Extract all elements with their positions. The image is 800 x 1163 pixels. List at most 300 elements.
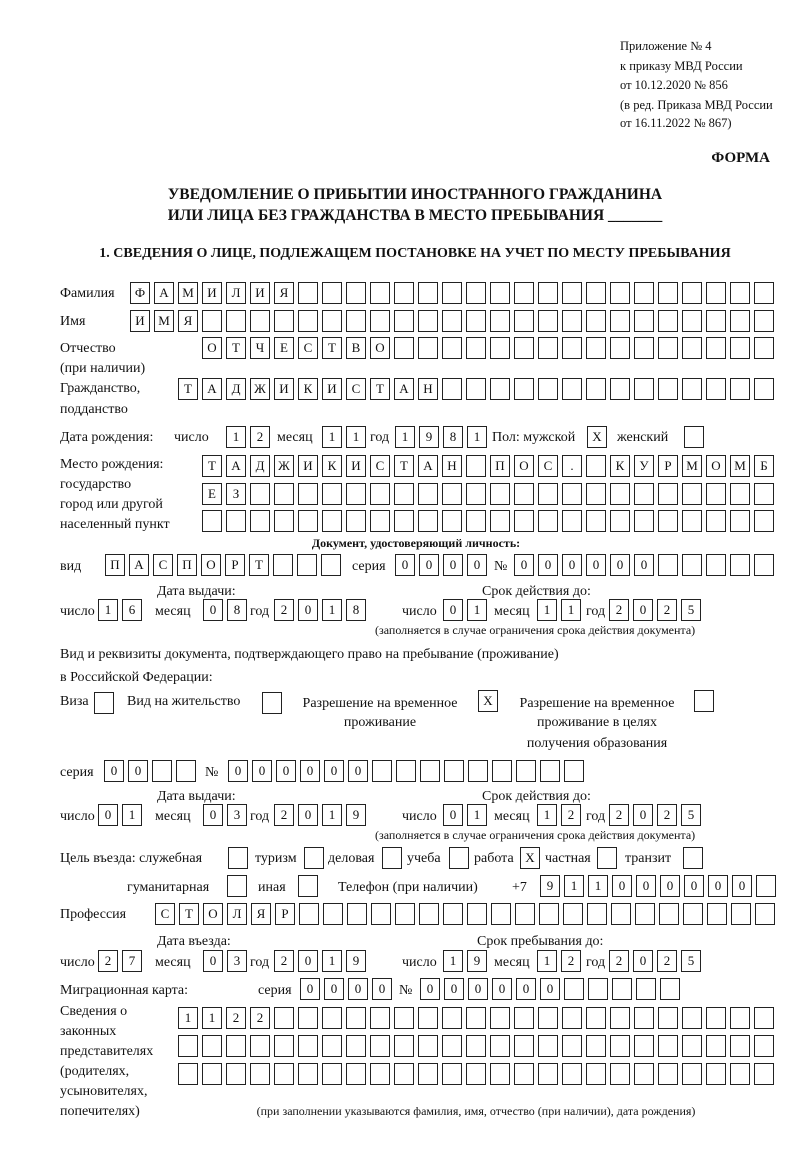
char-box[interactable]	[706, 310, 726, 332]
char-box[interactable]	[658, 378, 678, 400]
char-box[interactable]: 0	[612, 875, 632, 897]
char-box[interactable]	[394, 310, 414, 332]
char-box[interactable]	[634, 1007, 654, 1029]
char-box[interactable]	[538, 337, 558, 359]
char-box[interactable]	[564, 978, 584, 1000]
char-box[interactable]	[562, 483, 582, 505]
char-box[interactable]: С	[298, 337, 318, 359]
char-box[interactable]: 0	[633, 804, 653, 826]
char-box[interactable]	[226, 1035, 246, 1057]
char-box[interactable]	[382, 847, 402, 869]
char-box[interactable]	[682, 1063, 702, 1085]
char-box[interactable]: 9	[346, 804, 366, 826]
char-box[interactable]	[755, 903, 775, 925]
char-box[interactable]: 0	[104, 760, 124, 782]
char-box[interactable]: X	[520, 847, 540, 869]
char-box[interactable]	[442, 1035, 462, 1057]
char-box[interactable]: 0	[203, 599, 223, 621]
char-box[interactable]	[274, 1063, 294, 1085]
char-box[interactable]	[538, 483, 558, 505]
char-box[interactable]	[442, 310, 462, 332]
char-box[interactable]: 0	[634, 554, 654, 576]
char-box[interactable]	[694, 690, 714, 712]
char-box[interactable]	[298, 1035, 318, 1057]
char-box[interactable]: 2	[561, 804, 581, 826]
char-box[interactable]: 0	[586, 554, 606, 576]
char-box[interactable]	[610, 1063, 630, 1085]
char-box[interactable]	[490, 282, 510, 304]
char-box[interactable]: 1	[322, 599, 342, 621]
char-box[interactable]	[682, 510, 702, 532]
char-box[interactable]: Е	[202, 483, 222, 505]
char-box[interactable]	[562, 310, 582, 332]
char-box[interactable]	[322, 1063, 342, 1085]
char-box[interactable]: 0	[300, 978, 320, 1000]
char-box[interactable]: 0	[348, 760, 368, 782]
char-box[interactable]	[562, 282, 582, 304]
char-box[interactable]	[658, 1035, 678, 1057]
char-box[interactable]: И	[322, 378, 342, 400]
char-box[interactable]	[658, 554, 678, 576]
char-box[interactable]: Ж	[250, 378, 270, 400]
char-box[interactable]	[754, 378, 774, 400]
char-box[interactable]: А	[129, 554, 149, 576]
char-box[interactable]	[299, 903, 319, 925]
char-box[interactable]	[586, 1063, 606, 1085]
char-box[interactable]	[514, 282, 534, 304]
char-box[interactable]: 0	[276, 760, 296, 782]
char-box[interactable]	[562, 378, 582, 400]
char-box[interactable]	[540, 760, 560, 782]
char-box[interactable]	[466, 510, 486, 532]
char-box[interactable]	[586, 1007, 606, 1029]
char-box[interactable]	[562, 1035, 582, 1057]
char-box[interactable]: 0	[298, 804, 318, 826]
char-box[interactable]: Т	[226, 337, 246, 359]
char-box[interactable]	[682, 337, 702, 359]
char-box[interactable]	[298, 510, 318, 532]
char-box[interactable]	[538, 1063, 558, 1085]
char-box[interactable]	[730, 483, 750, 505]
char-box[interactable]	[323, 903, 343, 925]
char-box[interactable]	[442, 337, 462, 359]
char-box[interactable]: 0	[128, 760, 148, 782]
char-box[interactable]: 0	[98, 804, 118, 826]
char-box[interactable]	[516, 760, 536, 782]
char-box[interactable]	[467, 903, 487, 925]
char-box[interactable]: 2	[657, 950, 677, 972]
char-box[interactable]: 0	[228, 760, 248, 782]
char-box[interactable]	[682, 310, 702, 332]
char-box[interactable]	[442, 378, 462, 400]
char-box[interactable]	[658, 1063, 678, 1085]
char-box[interactable]	[442, 1063, 462, 1085]
char-box[interactable]	[634, 282, 654, 304]
char-box[interactable]	[274, 1035, 294, 1057]
char-box[interactable]	[176, 760, 196, 782]
char-box[interactable]: 1	[564, 875, 584, 897]
char-box[interactable]	[322, 510, 342, 532]
char-box[interactable]	[322, 282, 342, 304]
char-box[interactable]	[449, 847, 469, 869]
char-box[interactable]	[682, 1035, 702, 1057]
char-box[interactable]: Б	[754, 455, 774, 477]
char-box[interactable]	[610, 1035, 630, 1057]
char-box[interactable]: А	[418, 455, 438, 477]
char-box[interactable]	[202, 510, 222, 532]
char-box[interactable]	[563, 903, 583, 925]
char-box[interactable]	[490, 310, 510, 332]
char-box[interactable]	[730, 554, 750, 576]
char-box[interactable]	[346, 1063, 366, 1085]
char-box[interactable]	[684, 426, 704, 448]
char-box[interactable]	[274, 483, 294, 505]
char-box[interactable]: X	[478, 690, 498, 712]
char-box[interactable]	[586, 1035, 606, 1057]
char-box[interactable]	[274, 1007, 294, 1029]
char-box[interactable]	[466, 337, 486, 359]
char-box[interactable]	[586, 510, 606, 532]
char-box[interactable]	[466, 1063, 486, 1085]
char-box[interactable]	[635, 903, 655, 925]
char-box[interactable]	[754, 1007, 774, 1029]
char-box[interactable]	[731, 903, 751, 925]
char-box[interactable]	[298, 282, 318, 304]
char-box[interactable]: Т	[249, 554, 269, 576]
char-box[interactable]	[660, 978, 680, 1000]
char-box[interactable]	[610, 337, 630, 359]
char-box[interactable]	[394, 1007, 414, 1029]
char-box[interactable]: 3	[227, 804, 247, 826]
char-box[interactable]	[562, 1063, 582, 1085]
char-box[interactable]: О	[514, 455, 534, 477]
char-box[interactable]: 0	[514, 554, 534, 576]
char-box[interactable]: 1	[467, 426, 487, 448]
char-box[interactable]: 1	[467, 804, 487, 826]
char-box[interactable]: И	[250, 282, 270, 304]
char-box[interactable]: 0	[298, 950, 318, 972]
char-box[interactable]	[94, 692, 114, 714]
char-box[interactable]: 2	[98, 950, 118, 972]
char-box[interactable]	[658, 1007, 678, 1029]
char-box[interactable]: 0	[252, 760, 272, 782]
char-box[interactable]	[634, 1035, 654, 1057]
char-box[interactable]	[346, 1007, 366, 1029]
char-box[interactable]	[634, 310, 654, 332]
char-box[interactable]	[298, 1007, 318, 1029]
char-box[interactable]	[754, 310, 774, 332]
char-box[interactable]	[682, 554, 702, 576]
char-box[interactable]: Я	[178, 310, 198, 332]
char-box[interactable]: 6	[122, 599, 142, 621]
char-box[interactable]	[152, 760, 172, 782]
char-box[interactable]	[442, 483, 462, 505]
char-box[interactable]	[298, 875, 318, 897]
char-box[interactable]: 1	[537, 599, 557, 621]
char-box[interactable]	[587, 903, 607, 925]
char-box[interactable]	[610, 483, 630, 505]
char-box[interactable]: 2	[274, 950, 294, 972]
char-box[interactable]	[730, 1063, 750, 1085]
char-box[interactable]	[418, 1063, 438, 1085]
char-box[interactable]: 9	[346, 950, 366, 972]
char-box[interactable]	[612, 978, 632, 1000]
char-box[interactable]: 2	[609, 804, 629, 826]
char-box[interactable]: К	[322, 455, 342, 477]
char-box[interactable]	[610, 282, 630, 304]
char-box[interactable]: 0	[419, 554, 439, 576]
char-box[interactable]: 0	[708, 875, 728, 897]
char-box[interactable]: 0	[732, 875, 752, 897]
char-box[interactable]: 0	[443, 599, 463, 621]
char-box[interactable]: И	[130, 310, 150, 332]
char-box[interactable]: 5	[681, 950, 701, 972]
char-box[interactable]: 7	[122, 950, 142, 972]
char-box[interactable]	[250, 483, 270, 505]
char-box[interactable]	[588, 978, 608, 1000]
char-box[interactable]: 2	[250, 1007, 270, 1029]
char-box[interactable]	[682, 483, 702, 505]
char-box[interactable]: 8	[443, 426, 463, 448]
char-box[interactable]	[442, 282, 462, 304]
char-box[interactable]	[370, 1007, 390, 1029]
char-box[interactable]	[466, 282, 486, 304]
char-box[interactable]	[370, 310, 390, 332]
char-box[interactable]	[706, 1035, 726, 1057]
char-box[interactable]	[442, 510, 462, 532]
char-box[interactable]	[490, 1007, 510, 1029]
char-box[interactable]	[730, 310, 750, 332]
char-box[interactable]: И	[274, 378, 294, 400]
char-box[interactable]	[586, 282, 606, 304]
char-box[interactable]: О	[706, 455, 726, 477]
char-box[interactable]	[394, 510, 414, 532]
char-box[interactable]: Н	[418, 378, 438, 400]
char-box[interactable]: Ж	[274, 455, 294, 477]
char-box[interactable]	[394, 282, 414, 304]
char-box[interactable]: Е	[274, 337, 294, 359]
char-box[interactable]	[274, 510, 294, 532]
char-box[interactable]	[370, 282, 390, 304]
char-box[interactable]	[706, 483, 726, 505]
char-box[interactable]: 1	[537, 804, 557, 826]
char-box[interactable]: 0	[298, 599, 318, 621]
char-box[interactable]	[754, 483, 774, 505]
char-box[interactable]	[754, 1035, 774, 1057]
char-box[interactable]: А	[154, 282, 174, 304]
char-box[interactable]	[418, 1035, 438, 1057]
char-box[interactable]	[658, 310, 678, 332]
char-box[interactable]: 0	[516, 978, 536, 1000]
char-box[interactable]	[514, 1035, 534, 1057]
char-box[interactable]: П	[105, 554, 125, 576]
char-box[interactable]	[226, 510, 246, 532]
char-box[interactable]: 1	[395, 426, 415, 448]
char-box[interactable]	[394, 1063, 414, 1085]
char-box[interactable]: А	[226, 455, 246, 477]
char-box[interactable]	[418, 510, 438, 532]
char-box[interactable]	[466, 1035, 486, 1057]
char-box[interactable]	[466, 1007, 486, 1029]
char-box[interactable]	[634, 337, 654, 359]
char-box[interactable]	[754, 337, 774, 359]
char-box[interactable]: У	[634, 455, 654, 477]
char-box[interactable]: К	[298, 378, 318, 400]
char-box[interactable]	[250, 1035, 270, 1057]
char-box[interactable]: 0	[633, 950, 653, 972]
char-box[interactable]: 1	[322, 426, 342, 448]
char-box[interactable]	[754, 554, 774, 576]
char-box[interactable]: 0	[395, 554, 415, 576]
char-box[interactable]	[682, 1007, 702, 1029]
char-box[interactable]	[466, 455, 486, 477]
char-box[interactable]	[611, 903, 631, 925]
char-box[interactable]: 0	[492, 978, 512, 1000]
char-box[interactable]: Т	[322, 337, 342, 359]
char-box[interactable]: П	[490, 455, 510, 477]
char-box[interactable]	[226, 310, 246, 332]
char-box[interactable]	[322, 483, 342, 505]
char-box[interactable]	[444, 760, 464, 782]
char-box[interactable]	[659, 903, 679, 925]
char-box[interactable]: 2	[657, 599, 677, 621]
char-box[interactable]	[178, 1035, 198, 1057]
char-box[interactable]	[370, 1035, 390, 1057]
char-box[interactable]	[420, 760, 440, 782]
char-box[interactable]	[370, 510, 390, 532]
char-box[interactable]	[730, 337, 750, 359]
char-box[interactable]	[371, 903, 391, 925]
char-box[interactable]	[754, 1063, 774, 1085]
char-box[interactable]: 1	[322, 950, 342, 972]
char-box[interactable]	[564, 760, 584, 782]
char-box[interactable]: 9	[540, 875, 560, 897]
char-box[interactable]: И	[346, 455, 366, 477]
char-box[interactable]: 1	[588, 875, 608, 897]
char-box[interactable]	[250, 310, 270, 332]
char-box[interactable]: М	[682, 455, 702, 477]
char-box[interactable]: З	[226, 483, 246, 505]
char-box[interactable]	[538, 510, 558, 532]
char-box[interactable]: О	[203, 903, 223, 925]
char-box[interactable]	[297, 554, 317, 576]
char-box[interactable]	[706, 378, 726, 400]
char-box[interactable]	[634, 1063, 654, 1085]
char-box[interactable]	[706, 1063, 726, 1085]
char-box[interactable]: Т	[178, 378, 198, 400]
char-box[interactable]: М	[154, 310, 174, 332]
char-box[interactable]: 0	[684, 875, 704, 897]
char-box[interactable]	[682, 378, 702, 400]
char-box[interactable]	[706, 554, 726, 576]
char-box[interactable]	[538, 310, 558, 332]
char-box[interactable]	[273, 554, 293, 576]
char-box[interactable]: 2	[274, 599, 294, 621]
char-box[interactable]	[442, 1007, 462, 1029]
char-box[interactable]	[586, 337, 606, 359]
char-box[interactable]	[586, 455, 606, 477]
char-box[interactable]: М	[730, 455, 750, 477]
char-box[interactable]: 2	[609, 599, 629, 621]
char-box[interactable]	[304, 847, 324, 869]
char-box[interactable]	[562, 510, 582, 532]
char-box[interactable]: С	[155, 903, 175, 925]
char-box[interactable]: 1	[122, 804, 142, 826]
char-box[interactable]: 1	[467, 599, 487, 621]
char-box[interactable]	[682, 282, 702, 304]
char-box[interactable]: X	[587, 426, 607, 448]
char-box[interactable]: О	[201, 554, 221, 576]
char-box[interactable]	[730, 1007, 750, 1029]
char-box[interactable]	[514, 1007, 534, 1029]
char-box[interactable]	[634, 483, 654, 505]
char-box[interactable]: 1	[178, 1007, 198, 1029]
char-box[interactable]: 0	[324, 978, 344, 1000]
char-box[interactable]	[346, 282, 366, 304]
char-box[interactable]	[202, 1063, 222, 1085]
char-box[interactable]	[491, 903, 511, 925]
char-box[interactable]: 2	[609, 950, 629, 972]
char-box[interactable]: 0	[348, 978, 368, 1000]
char-box[interactable]	[562, 337, 582, 359]
char-box[interactable]	[346, 310, 366, 332]
char-box[interactable]	[370, 1063, 390, 1085]
char-box[interactable]: 0	[633, 599, 653, 621]
char-box[interactable]	[490, 1035, 510, 1057]
char-box[interactable]: 0	[610, 554, 630, 576]
char-box[interactable]: Д	[250, 455, 270, 477]
char-box[interactable]	[394, 1035, 414, 1057]
char-box[interactable]: 0	[540, 978, 560, 1000]
char-box[interactable]	[636, 978, 656, 1000]
char-box[interactable]: Д	[226, 378, 246, 400]
char-box[interactable]	[202, 1035, 222, 1057]
char-box[interactable]	[610, 310, 630, 332]
char-box[interactable]	[298, 310, 318, 332]
char-box[interactable]: С	[538, 455, 558, 477]
char-box[interactable]	[250, 1063, 270, 1085]
char-box[interactable]: 2	[250, 426, 270, 448]
char-box[interactable]	[658, 510, 678, 532]
char-box[interactable]	[730, 282, 750, 304]
char-box[interactable]	[515, 903, 535, 925]
char-box[interactable]: 0	[660, 875, 680, 897]
char-box[interactable]	[394, 483, 414, 505]
char-box[interactable]: 8	[346, 599, 366, 621]
char-box[interactable]	[610, 378, 630, 400]
char-box[interactable]: 0	[203, 804, 223, 826]
char-box[interactable]: А	[394, 378, 414, 400]
char-box[interactable]: 2	[657, 804, 677, 826]
char-box[interactable]: 8	[227, 599, 247, 621]
char-box[interactable]: 0	[467, 554, 487, 576]
char-box[interactable]	[634, 378, 654, 400]
char-box[interactable]: 2	[226, 1007, 246, 1029]
char-box[interactable]	[468, 760, 488, 782]
char-box[interactable]	[730, 1035, 750, 1057]
char-box[interactable]: Я	[274, 282, 294, 304]
char-box[interactable]: 1	[322, 804, 342, 826]
char-box[interactable]: М	[178, 282, 198, 304]
char-box[interactable]: 1	[226, 426, 246, 448]
char-box[interactable]	[395, 903, 415, 925]
char-box[interactable]	[538, 1007, 558, 1029]
char-box[interactable]	[610, 510, 630, 532]
char-box[interactable]: 9	[467, 950, 487, 972]
char-box[interactable]	[514, 378, 534, 400]
char-box[interactable]	[298, 483, 318, 505]
char-box[interactable]: И	[202, 282, 222, 304]
